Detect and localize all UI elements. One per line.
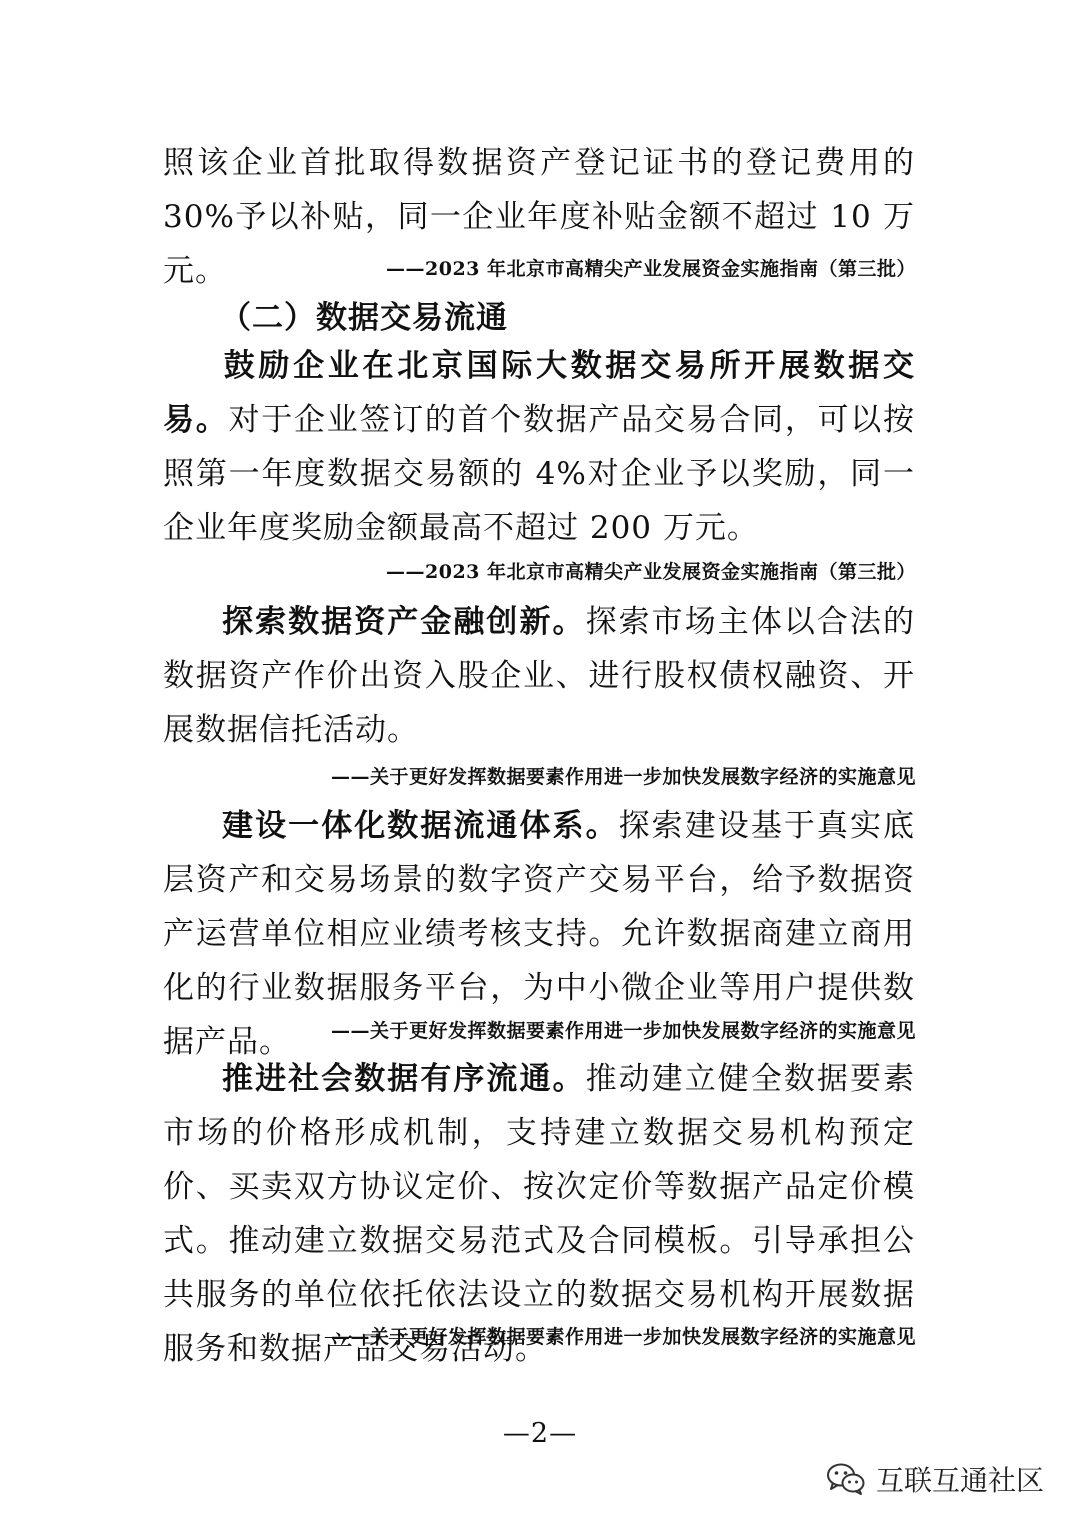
watermark (826, 1459, 1044, 1499)
source-citation-1: ——2023 年北京市高精尖产业发展资金实施指南（第三批） (386, 258, 916, 280)
paragraph-2-body: 探索市场主体以合法的数据资产作价出资入股企业、进行股权债权融资、开展数据信托活动。 (163, 604, 916, 748)
wechat-icon (826, 1462, 866, 1496)
top-paragraph-text: 照该企业首批取得数据资产登记证书的登记费用的 30%予以补贴，同一企业年度补贴金额不超过 10 万元。 (163, 145, 915, 289)
paragraph-2-lead: 探索数据资产金融创新。 (221, 604, 586, 640)
paragraph-3-lead: 建设一体化数据流通体系。 (221, 808, 619, 844)
paragraph-1-lead: 鼓励企业在北京国际大数据交易所开展数据交易。 (163, 348, 915, 438)
paragraph-4-body: 推动建立健全数据要素市场的价格形成机制，支持建立数据交易机构预定价、买卖双方协议定价、按次定价等数据产品定价模式。推动建立数据交易范式及合同模板。引导承担公共服务的单位依托依法设立的数据交易机构开展数据服务和数据产品交易活动。 (163, 1061, 916, 1367)
page-number: —2— (502, 1418, 578, 1449)
source-citation-3: ——关于更好发挥数据要素作用进一步加快发展数字经济的实施意见 (330, 766, 916, 788)
section-heading: （二）数据交易流通 (220, 300, 508, 336)
paragraph-1 (163, 339, 915, 555)
paragraph-3-body: 探索建设基于真实底层资产和交易场景的数字资产交易平台，给予数据资产运营单位相应业绩考核支持。允许数据商建立商用化的行业数据服务平台，为中小微企业等用户提供数据产品。 (163, 808, 916, 1060)
paragraph-1-body: 对于企业签订的首个数据产品交易合同，可以按照第一年度数据交易额的 4%对企业予以奖励，同一企业年度奖励金额最高不超过 200 万元。 (163, 402, 916, 546)
watermark-label: 互联互通社区 (875, 1464, 1044, 1497)
paragraph-2 (163, 595, 915, 757)
source-citation-4: ——关于更好发挥数据要素作用进一步加快发展数字经济的实施意见 (330, 1020, 916, 1042)
source-citation-2: ——2023 年北京市高精尖产业发展资金实施指南（第三批） (386, 561, 916, 583)
source-citation-5: ——关于更好发挥数据要素作用进一步加快发展数字经济的实施意见 (330, 1326, 916, 1348)
paragraph-4-lead: 推进社会数据有序流通。 (221, 1061, 586, 1097)
